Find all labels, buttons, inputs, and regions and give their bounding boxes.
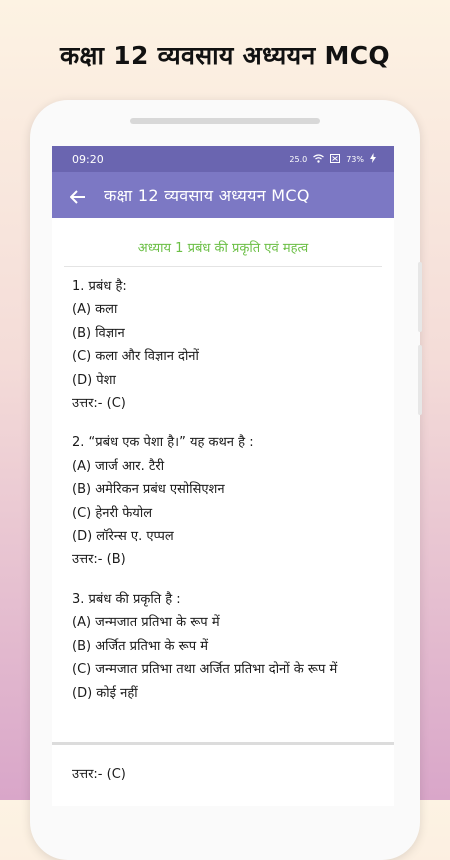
question-text: 1. प्रबंध है: [72,279,127,294]
arrow-left-icon[interactable] [52,172,104,218]
option: (B) अर्जित प्रतिभा के रूप में [72,638,209,654]
app-screen [52,146,394,806]
wifi-icon [313,154,324,165]
section-divider [52,742,394,745]
signal-off-icon [330,154,340,165]
status-bar [52,146,394,172]
status-icons [289,153,376,165]
question-block [72,588,378,705]
question-text: 2. “प्रबंध एक पेशा है।” यह कथन है : [72,435,254,451]
app-bar [52,172,394,218]
option: (B) विज्ञान [72,325,125,341]
option: (A) जन्मजात प्रतिभा के रूप में [72,615,220,631]
option: (A) कला [72,302,118,318]
question-block [72,275,378,415]
option: (B) अमेरिकन प्रबंध एसोसिएशन [72,482,225,498]
status-time: 09:20 [72,152,104,166]
phone-speaker [130,118,320,124]
chapter-heading: अध्याय 1 प्रबंध की प्रकृति एवं महत्व [64,238,382,267]
option: (C) हेनरी फेयोल [72,505,153,521]
phone-side-button [418,345,422,415]
option: (D) लॉरेन्स ए. एप्पल [72,529,174,545]
answer: उत्तर:- (B) [72,552,126,568]
question-text: 3. प्रबंध की प्रकृति है : [72,591,181,607]
answer: उत्तर:- (C) [72,767,126,782]
phone-side-button [418,262,422,332]
question-block [72,431,378,571]
option: (C) कला और विज्ञान दोनों [72,349,199,365]
charging-icon [370,153,376,165]
promo-title: कक्षा 12 व्यवसाय अध्ययन MCQ [60,41,390,70]
app-bar-title: कक्षा 12 व्यवसाय अध्ययन MCQ [104,186,310,205]
answer: उत्तर:- (C) [72,396,126,412]
option: (D) कोई नहीं [72,685,138,701]
option: (D) पेशा [72,372,116,388]
option: (C) जन्मजात प्रतिभा तथा अर्जित प्रतिभा दोनों के रूप में [72,662,338,678]
network-speed: 25.0 [289,154,308,164]
question-list [52,267,394,705]
option: (A) जार्ज आर. टैरी [72,458,165,474]
battery-level: 73% [346,154,364,164]
